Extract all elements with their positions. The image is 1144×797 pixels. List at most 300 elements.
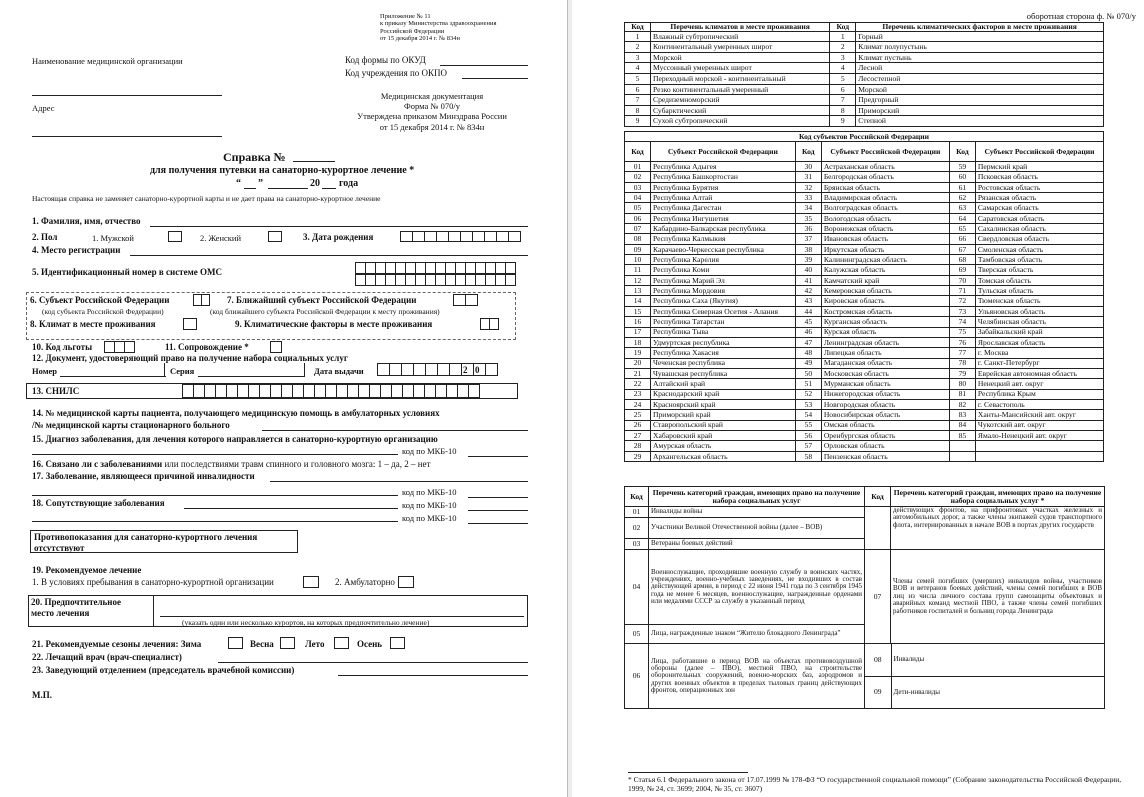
issue-year-digit-1: 2 [463,365,468,375]
table-row [625,327,1104,337]
f1-label: 1. Фамилия, имя, отчество [32,216,141,226]
table-row [625,389,1104,399]
autumn-checkbox[interactable] [390,637,405,649]
climate-cell: 5 [830,73,856,84]
category-code: 04 [625,550,649,625]
subject-cell: Ивановская область [821,234,949,244]
reverse-side-label: оборотная сторона ф. № 070/у [1026,11,1136,21]
subject-cell: 04 [625,193,651,203]
climate-cell: Континентальный умеренных широт [651,42,830,53]
subjects-table-title: Код субъектов Российской Федерации [625,132,1104,142]
subject-cell: Калининградская область [821,255,949,265]
autumn-label: Осень [357,639,383,649]
summer-label: Лето [305,639,325,649]
org-line[interactable] [32,95,222,96]
subject-cell: Амурская область [651,441,796,451]
subject-cell: 27 [625,430,651,440]
subject-cell: 32 [795,182,821,192]
doctor-field[interactable] [218,662,528,663]
subject-cell: 69 [949,265,975,275]
subject-cell [949,451,975,461]
subject-cell: 14 [625,296,651,306]
subject-cell: Рязанская область [975,193,1103,203]
subjects-header-5: Субъект Российской Федерации [975,142,1103,162]
f5-label: 5. Идентификационный номер в системе ОМС [32,267,222,277]
subject-cell: 79 [949,368,975,378]
subject-cell: Камчатский край [821,275,949,285]
fio-field[interactable] [150,226,528,227]
subject-cell: 46 [795,327,821,337]
subject-cell: Воронежская область [821,224,949,234]
subject-cell: Саратовская область [975,213,1103,223]
subject-cell: Республика Карелия [651,255,796,265]
doc-series-field[interactable] [198,376,304,377]
sanatorium-checkbox[interactable] [303,576,319,588]
f16-label: 16. Связано ли с заболеваниями или последствиями травм спинного и головного мозга: 1 – да, 2 – нет [32,459,431,469]
climate-cell: Морской [856,84,1104,95]
table-row [625,368,1104,378]
category-text: Инвалиды войны [649,507,865,518]
f19-label: 19. Рекомендуемое лечение [32,565,142,575]
female-checkbox[interactable] [268,231,282,242]
subject-cell [949,441,975,451]
table-row [625,73,1104,84]
climate-cell: 6 [830,84,856,95]
subject-cell: 35 [795,213,821,223]
subject-cell: 11 [625,265,651,275]
subject-cell: Ленинградская область [821,337,949,347]
climate-cell: Сухой субтропический [651,116,830,127]
subject-cell: 37 [795,234,821,244]
subject-cell: Чукотский авт. округ [975,420,1103,430]
f18-mkb-field-2[interactable] [468,523,528,524]
birthdate-cells[interactable] [400,231,520,242]
subject-cell: 74 [949,317,975,327]
f4-label: 4. Место регистрации [32,245,121,255]
comorbid-field-2[interactable] [32,521,398,522]
f18-mkb-label-2: код по МКБ-10 [402,513,457,523]
form-number-field[interactable] [293,161,335,162]
subject-cell: Курганская область [821,317,949,327]
winter-checkbox[interactable] [228,637,243,649]
subject-cell: 22 [625,379,651,389]
subject-cell: Республика Марий Эл [651,275,796,285]
climate-cell: 3 [830,52,856,63]
subject-cell: 48 [795,348,821,358]
nearest-subject-code-cells[interactable] [453,294,477,306]
subjects-header-4: Код [949,142,975,162]
categories-table [624,486,1105,709]
table-row [625,306,1104,316]
climate-cell: Резко континентальный умеренный [651,84,830,95]
f18-mkb-field-1[interactable] [468,510,528,511]
subject-cell: 10 [625,255,651,265]
table-row [625,63,1104,74]
table-row [625,95,1104,106]
subject-cell: Московская область [821,368,949,378]
category-header-0: Код [625,487,649,507]
subject-cell: Волгоградская область [821,203,949,213]
issue-date-label: Дата выдачи [314,366,364,376]
male-label: 1. Мужской [92,233,134,243]
stamp-label: М.П. [32,690,52,700]
subject-cell: 19 [625,348,651,358]
medical-card-field[interactable] [262,430,528,431]
category-split-cell [865,644,1105,709]
table-row [625,399,1104,409]
category-text: действующих фронтов, на прифронтовых участках железных и автомобильных дорог, а также члены экипажей судов транспортного флота, интернированных в начале ВОВ в портах других государств [891,507,1105,550]
date-year-field[interactable] [322,188,336,189]
subject-cell: 03 [625,182,651,192]
contraindications-line-1: Противопоказания для санаторно-курортного лечения [34,532,258,542]
subject-cell: 01 [625,162,651,172]
subject-cell: 34 [795,203,821,213]
table-row [625,507,1105,518]
subject-cell: Ставропольский край [651,420,796,430]
subject-cell: 72 [949,296,975,306]
escort-checkbox[interactable] [270,341,282,353]
table-row [625,441,1104,451]
climate-cell: Лесной [856,63,1104,74]
table-row [625,358,1104,368]
subject-cell: Липецкая область [821,348,949,358]
category-header-3: Перечень категорий граждан, имеющих право на получение набора социальных услуг * [891,487,1105,507]
f23-label: 23. Заведующий отделением (председатель врачебной комиссии) [32,665,295,675]
table-row [625,410,1104,420]
climate-header-2: Код [830,23,856,32]
f18-label: 18. Сопутствующие заболевания [32,498,165,508]
category-text: Члены семей погибших (умерших) инвалидов войны, участников ВОВ и ветеранов боевых действий, члены семей погибших в ВОВ лиц из числа личного состава групп самозащиты объектовых и аварийных команд местной ПВО, а также члены семей погибших работников госпиталей и больниц города Ленинграда [891,550,1105,644]
number-divider [164,363,165,377]
subject-cell: 83 [949,410,975,420]
subject-cell: Ростовская область [975,182,1103,192]
f14-label-1: 14. № медицинской карты пациента, получающего медицинскую помощь в амбулаторных условиях [32,408,440,418]
climate-cell: Климат полупустынь [856,42,1104,53]
subject-cell: Республика Северная Осетия - Алания [651,306,796,316]
subject-cell: Ненецкий авт. округ [975,379,1103,389]
climate-cell: Приморский [856,105,1104,116]
spring-checkbox[interactable] [280,637,295,649]
f15-mkb-field[interactable] [468,456,528,457]
subject-cell: 08 [625,234,651,244]
f12-label: 12. Документ, удостоверяющий право на получение набора социальных услуг [32,353,348,363]
f11-label: 11. Сопровождение * [165,342,249,352]
table-row [625,430,1104,440]
table-row [625,644,1105,709]
subject-cell: Карачаево-Черкесская республика [651,244,796,254]
subject-cell: 50 [795,368,821,378]
address-line[interactable] [32,136,222,137]
climate-cell: 8 [830,105,856,116]
subject-cell: 53 [795,399,821,409]
climate-table [624,22,1104,127]
subject-cell: 02 [625,172,651,182]
form-subtitle: для получения путевки на санаторно-курортное лечение * [150,165,415,176]
subject-cell: Калужская область [821,265,949,275]
subject-cell: 29 [625,451,651,461]
f17-mkb-label: код по МКБ-10 [402,487,457,497]
climate-cell: 7 [830,95,856,106]
subject-cell: Приморский край [651,410,796,420]
table-row [625,193,1104,203]
footnote: * Статья 6.1 Федерального закона от 17.07.1999 № 178-ФЗ “О государственной социальной помощи” (Собрание законодательства Российской Федерации, 1999, № 24, ст. 3699; 2004, № 35, ст. 3607) [628,775,1122,794]
comorbid-field-1[interactable] [184,508,398,509]
doc-info: Медицинская документация Форма № 070/у Утверждена приказом Минздрава России от 15 декабря 2014 г. № 834н [357,91,507,132]
subject-cell: Республика Хакасия [651,348,796,358]
okud-field[interactable] [440,65,528,66]
climate-cell: 9 [625,116,651,127]
subject-cell: Республика Калмыкия [651,234,796,244]
f7-note: (код ближайшего субъекта Российской Федерации к месту проживания) [210,307,440,316]
f18-mkb-label-1: код по МКБ-10 [402,500,457,510]
f20-note: (указать один или несколько курортов, на которых предпочтительно лечение) [182,618,430,627]
subjects-header-1: Субъект Российской Федерации [651,142,796,162]
subject-cell: Еврейская автономная область [975,368,1103,378]
series-label: Серия [170,366,195,376]
subject-cell: Омская область [821,420,949,430]
subject-cell: 05 [625,203,651,213]
table-row [625,105,1104,116]
climate-cell: Морской [651,52,830,63]
male-checkbox[interactable] [168,231,182,242]
subject-cell: 25 [625,410,651,420]
table-row [625,275,1104,285]
table-row [625,203,1104,213]
summer-checkbox[interactable] [334,637,349,649]
table-row [625,213,1104,223]
form-page-back [572,0,1144,797]
subject-cell: Ярославская область [975,337,1103,347]
climate-header-1: Перечень климатов в месте проживания [651,23,830,32]
category-text: Участники Великой Отечественной войны (далее – ВОВ) [649,518,865,539]
subject-cell: Оренбургская область [821,430,949,440]
climate-header-3: Перечень климатических факторов в месте проживания [856,23,1104,32]
subject-cell: 43 [795,296,821,306]
category-header-1: Перечень категорий граждан, имеющих право на получение набора социальных услуг [649,487,865,507]
subject-cell: Чеченская республика [651,358,796,368]
subject-cell: Республика Адыгея [651,162,796,172]
subjects-header-2: Код [795,142,821,162]
climate-cell: Климат пустынь [856,52,1104,63]
subjects-table [624,131,1104,462]
climate-cell: 7 [625,95,651,106]
diagnosis-field[interactable] [32,454,398,455]
f17-label: 17. Заболевание, являющееся причиной инвалидности [32,471,255,481]
subject-cell: 82 [949,399,975,409]
subject-cell: 61 [949,182,975,192]
subject-cell: Тверская область [975,265,1103,275]
climate-cell: 2 [830,42,856,53]
subject-cell: Республика Саха (Якутия) [651,296,796,306]
f19-option-2: 2. Амбулаторно [335,577,395,587]
table-row [625,348,1104,358]
f6-note: (код субъекта Российской Федерации) [42,307,164,316]
climate-cell: Предгорный [856,95,1104,106]
subject-cell: 06 [625,213,651,223]
date-day-field[interactable] [244,188,256,189]
f15-mkb-label: код по МКБ-10 [402,446,457,456]
subject-cell: 07 [625,224,651,234]
subject-cell: Республика Ингушетия [651,213,796,223]
table-row [625,172,1104,182]
disability-cause-field[interactable] [270,481,528,482]
subject-cell: 13 [625,286,651,296]
subject-cell: Пензенская область [821,451,949,461]
org-label: Наименование медицинской организации [32,56,183,66]
series-divider [304,363,305,377]
subject-cell: 17 [625,327,651,337]
subject-cell: 65 [949,224,975,234]
subject-cell: Кабардино-Балкарская республика [651,224,796,234]
climate-cell: 9 [830,116,856,127]
subject-cell: Краснодарский край [651,389,796,399]
subject-cell: Тульская область [975,286,1103,296]
subject-cell: Республика Дагестан [651,203,796,213]
category-text: Лица, награжденные знаком “Жителю блокадного Ленинграда” [649,625,865,644]
climate-cell: 5 [625,73,651,84]
subject-cell: 16 [625,317,651,327]
subject-cell: Пермский край [975,162,1103,172]
subject-cell [975,441,1103,451]
subject-cell: 64 [949,213,975,223]
oms-number-cells-row1[interactable] [355,262,515,274]
okud-label: Код формы по ОКУД [345,55,426,65]
table-row [625,182,1104,192]
subject-cell: Томская область [975,275,1103,285]
subject-cell: 62 [949,193,975,203]
subject-cell: Кировская область [821,296,949,306]
climate-cell: 6 [625,84,651,95]
oms-number-cells-row2[interactable] [355,274,515,286]
subject-cell: 51 [795,379,821,389]
category-text: Дети-инвалиды [891,676,1104,708]
subject-cell: 47 [795,337,821,347]
subject-cell: Челябинская область [975,317,1103,327]
subject-cell: 09 [625,244,651,254]
table-row [625,224,1104,234]
okpo-label: Код учреждения по ОКПО [345,68,448,78]
preferred-place-field[interactable] [160,616,524,617]
climate-factor-cells[interactable] [480,318,498,330]
subject-cell: г. Севастополь [975,399,1103,409]
subject-cell: Псковская область [975,172,1103,182]
table-row [625,255,1104,265]
subject-cell: Магаданская область [821,358,949,368]
subject-cell: г. Санкт-Петербург [975,358,1103,368]
subject-cell: 49 [795,358,821,368]
table-row [625,420,1104,430]
subject-cell: Кемеровская область [821,286,949,296]
subject-cell: 56 [795,430,821,440]
benefit-code-cells[interactable] [104,341,134,353]
subject-cell: Новгородская область [821,399,949,409]
head-field[interactable] [338,675,528,676]
subject-cell: 28 [625,441,651,451]
subject-cell: Республика Коми [651,265,796,275]
subject-cell: Ульяновская область [975,306,1103,316]
doc-number-field[interactable] [60,376,166,377]
subject-cell: 75 [949,327,975,337]
subject-cell: Смоленская область [975,244,1103,254]
outpatient-checkbox[interactable] [398,576,414,588]
climate-cell: 2 [625,42,651,53]
subject-cell: 24 [625,399,651,409]
subject-cell: Самарская область [975,203,1103,213]
subject-cell: 78 [949,358,975,368]
subject-code-cells[interactable] [193,294,209,306]
subject-cell: Тамбовская область [975,255,1103,265]
category-code [865,507,891,550]
subject-cell: Свердловская область [975,234,1103,244]
category-code: 08 [865,644,891,676]
climate-cell: 1 [625,31,651,42]
subject-cell: 12 [625,275,651,285]
subject-cell: 41 [795,275,821,285]
issue-year-digit-2: 0 [475,365,480,375]
category-text: Лица, работавшие в период ВОВ на объектах противовоздушной обороны (далее – ПВО), местной ПВО, на строительстве оборонительных сооружений, военно-морских баз, аэродромов и других военных объектов в пределах тыловых границ действующих фронтов, операционных зон [649,644,865,709]
date-close-quote: ” [258,178,263,189]
address-label: Адрес [32,103,55,113]
table-row [625,265,1104,275]
registration-field[interactable] [130,255,528,256]
table-row [625,550,1105,625]
climate-cell: Лесостепной [856,73,1104,84]
table-row [865,676,1104,708]
subject-cell: 54 [795,410,821,420]
subject-cell: Костромская область [821,306,949,316]
subject-cell: 21 [625,368,651,378]
category-code: 01 [625,507,649,518]
subject-cell: 23 [625,389,651,399]
subject-cell: 63 [949,203,975,213]
f14-label-2: /№ медицинской карты стационарного больного [32,420,230,430]
subject-cell: Ханты-Мансийский авт. округ [975,410,1103,420]
subject-cell: 73 [949,306,975,316]
climate-header-0: Код [625,23,651,32]
f8-label: 8. Климат в месте проживания [30,319,156,329]
climate-cell: Влажный субтропический [651,31,830,42]
f19-option-1: 1. В условиях пребывания в санаторно-курортной организации [32,577,274,587]
climate-code-cell[interactable] [183,318,197,330]
subject-cell: 55 [795,420,821,430]
subject-cell: Алтайский край [651,379,796,389]
subject-cell: 85 [949,430,975,440]
table-row [625,379,1104,389]
subject-cell: 77 [949,348,975,358]
subject-cell: Республика Тыва [651,327,796,337]
subject-cell: Удмуртская республика [651,337,796,347]
subject-cell: 45 [795,317,821,327]
climate-cell: 4 [830,63,856,74]
table-row [625,234,1104,244]
subjects-header-0: Код [625,142,651,162]
table-row [625,84,1104,95]
subject-cell: Новосибирская область [821,410,949,420]
subject-cell: Республика Татарстан [651,317,796,327]
annex-block: Приложение № 11 к приказу Министерства здравоохранения Российской Федерации от 15 декабря 2014 г. № 834н [380,13,497,43]
subject-cell: 58 [795,451,821,461]
date-month-field[interactable] [268,188,308,189]
f17-mkb-field[interactable] [468,497,528,498]
subject-cell: 20 [625,358,651,368]
table-row [625,317,1104,327]
disability-cause-line[interactable] [32,495,398,496]
snils-cells[interactable] [182,384,479,398]
date-year-prefix: 20 [310,178,320,189]
okpo-field[interactable] [462,78,528,79]
category-text: Инвалиды [891,644,1104,676]
form-page-front [0,0,568,797]
